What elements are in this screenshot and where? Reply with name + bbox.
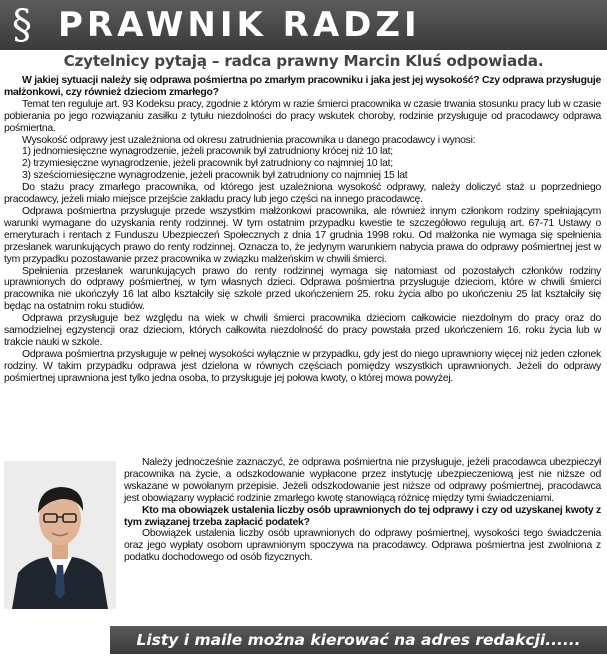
subtitle: Czytelnicy pytają – radca prawny Marcin Kluś odpowiada. [63, 52, 544, 70]
paragraph: Do stażu pracy zmarłego pracownika, od którego jest uzależniona wysokość odprawy, należy doliczyć staż u poprzedniego pracodawcy, jeżeli miało miejsce przejście zakładu pracy lub jego części na innego pracodawcę. [4, 182, 601, 206]
masthead [0, 0, 607, 50]
question-2: Kto ma obowiązek ustalenia liczby osób uprawnionych do tej odprawy i czy od uzyskanej kwoty z tym związanej trzeba zapłacić podatek? [124, 504, 601, 528]
paragraph: Odprawa przysługuje bez względu na wiek w chwili śmierci pracownika dzieciom całkowicie niezdolnym do pracy oraz do samodzielnej egzystencji oraz dzieciom, których całkowita niezdolność do pracy powstała przed ukończeniem 16. roku życia lub w trakcie nauki w szkole. [4, 313, 601, 348]
article-lower [4, 457, 601, 609]
masthead-title: PRAWNIK RADZI [58, 5, 421, 45]
list-item: 2) trzymiesięczne wynagrodzenie, jeżeli pracownik był zatrudniony co najmniej 10 lat; [22, 158, 393, 170]
severance-list [4, 146, 601, 182]
paragraph: Spełnienia przesłanek warunkujących prawo do renty rodzinnej wymaga się natomiast od pozostałych członków rodziny uprawnionych do odprawy pośmiertnej, w tym własnych dzieci. Odprawa pośmiertna przysługuje dzieciom, które w chwili śmierci pracownika nie ukończyły 16 lat albo kształciły się szkole przed ukończeniem 25. roku życia albo po ukończeniu 25 lat kształciły się będąc na ostatnim roku studiów. [4, 265, 601, 313]
footer-text: Listy i maile można kierować na adres redakcji...... [136, 631, 581, 649]
question-1: W jakiej sytuacji należy się odprawa pośmiertna po zmarłym pracowniku i jaka jest jej wysokość? Czy odprawa przysługuje małżonkowi, czy również dzieciom zmarłego? [4, 75, 601, 98]
author-portrait-image [4, 461, 116, 609]
paragraph: Odprawa pośmiertna przysługuje przede wszystkim małżonkowi pracownika, ale również innym członkom rodziny spełniającym warunki wymagane do uzyskania renty rodzinnej. W tym ostatnim przypadku kwestie te szczegółowo regulują art. 67-71 Ustawy o emeryturach i rentach z Funduszu Ubezpieczeń Społecznych z dnia 17 grudnia 1998 roku. Od małżonka nie wymaga się spełnienia przesłanek warunkujących prawo do renty rodzinnej. Oznacza to, że jedynym warunkiem nabycia prawa do odprawy pośmiertnej jest w tym przypadku pozostawanie przez pracownika w związku małżeńskim w chwili śmierci. [4, 205, 601, 265]
author-photo [4, 461, 116, 609]
list-item: 3) sześciomiesięczne wynagrodzenie, jeżeli pracownik był zatrudniony co najmniej 15 lat [22, 170, 408, 182]
paragraph: Temat ten reguluje art. 93 Kodeksu pracy, zgodnie z którym w razie śmierci pracownika w czasie trwania stosunku pracy lub w czasie pobierania po jego rozwiązaniu zasiłku z tytułu niezdolności do pracy wskutek choroby, rodzinie przysługuje od pracodawcy odprawa pośmiertna. [4, 98, 601, 134]
paragraph: Wysokość odprawy jest uzależniona od okresu zatrudnienia pracownika u danego pracodawcy i wynosi: [22, 134, 476, 146]
section-sign-logo: § [12, 2, 32, 48]
paragraph: Obowiązek ustalenia liczby osób uprawnionych do odprawy pośmiertnej, wysokości tego świadczenia oraz jego wypłaty osobom uprawnionym spoczywa na pracodawcy. Odprawa pośmiertna jest zwolniona z podatku dochodowego od osób fizycznych. [124, 528, 601, 564]
list-item: 1) jednomiesięczne wynagrodzenie, jeżeli pracownik był zatrudniony krócej niż 10 lat; [22, 146, 393, 158]
paragraph: Odprawa pośmiertna przysługuje w pełnej wysokości wyłącznie w przypadku, gdy jest do niego uprawniony więcej niż jeden członek rodziny. W takim przypadku odprawa jest dzielona w równych częściach pomiędzy wszystkich uprawnionych. Jeżeli do odprawy pośmiertnej uprawniona jest tylko jedna osoba, to przysługuje jej połowa kwoty, o której mowa powyżej. [4, 348, 601, 384]
article-body [4, 75, 601, 385]
paragraph: Należy jednocześnie zaznaczyć, że odprawa pośmiertna nie przysługuje, jeżeli pracodawca ubezpieczył pracownika na życie, a odszkodowanie wypłacone przez instytucję ubezpieczeniową jest nie niższe od wskazane w powołanym przepisie. Jeżeli odszkodowanie jest niższe od odprawy pośmiertnej, pracodawca jest obowiązany wypłacić rodzinie zmarłego kwotę stanowiącą różnicę między tymi świadczeniami. [124, 457, 601, 504]
footer-banner [110, 626, 607, 654]
